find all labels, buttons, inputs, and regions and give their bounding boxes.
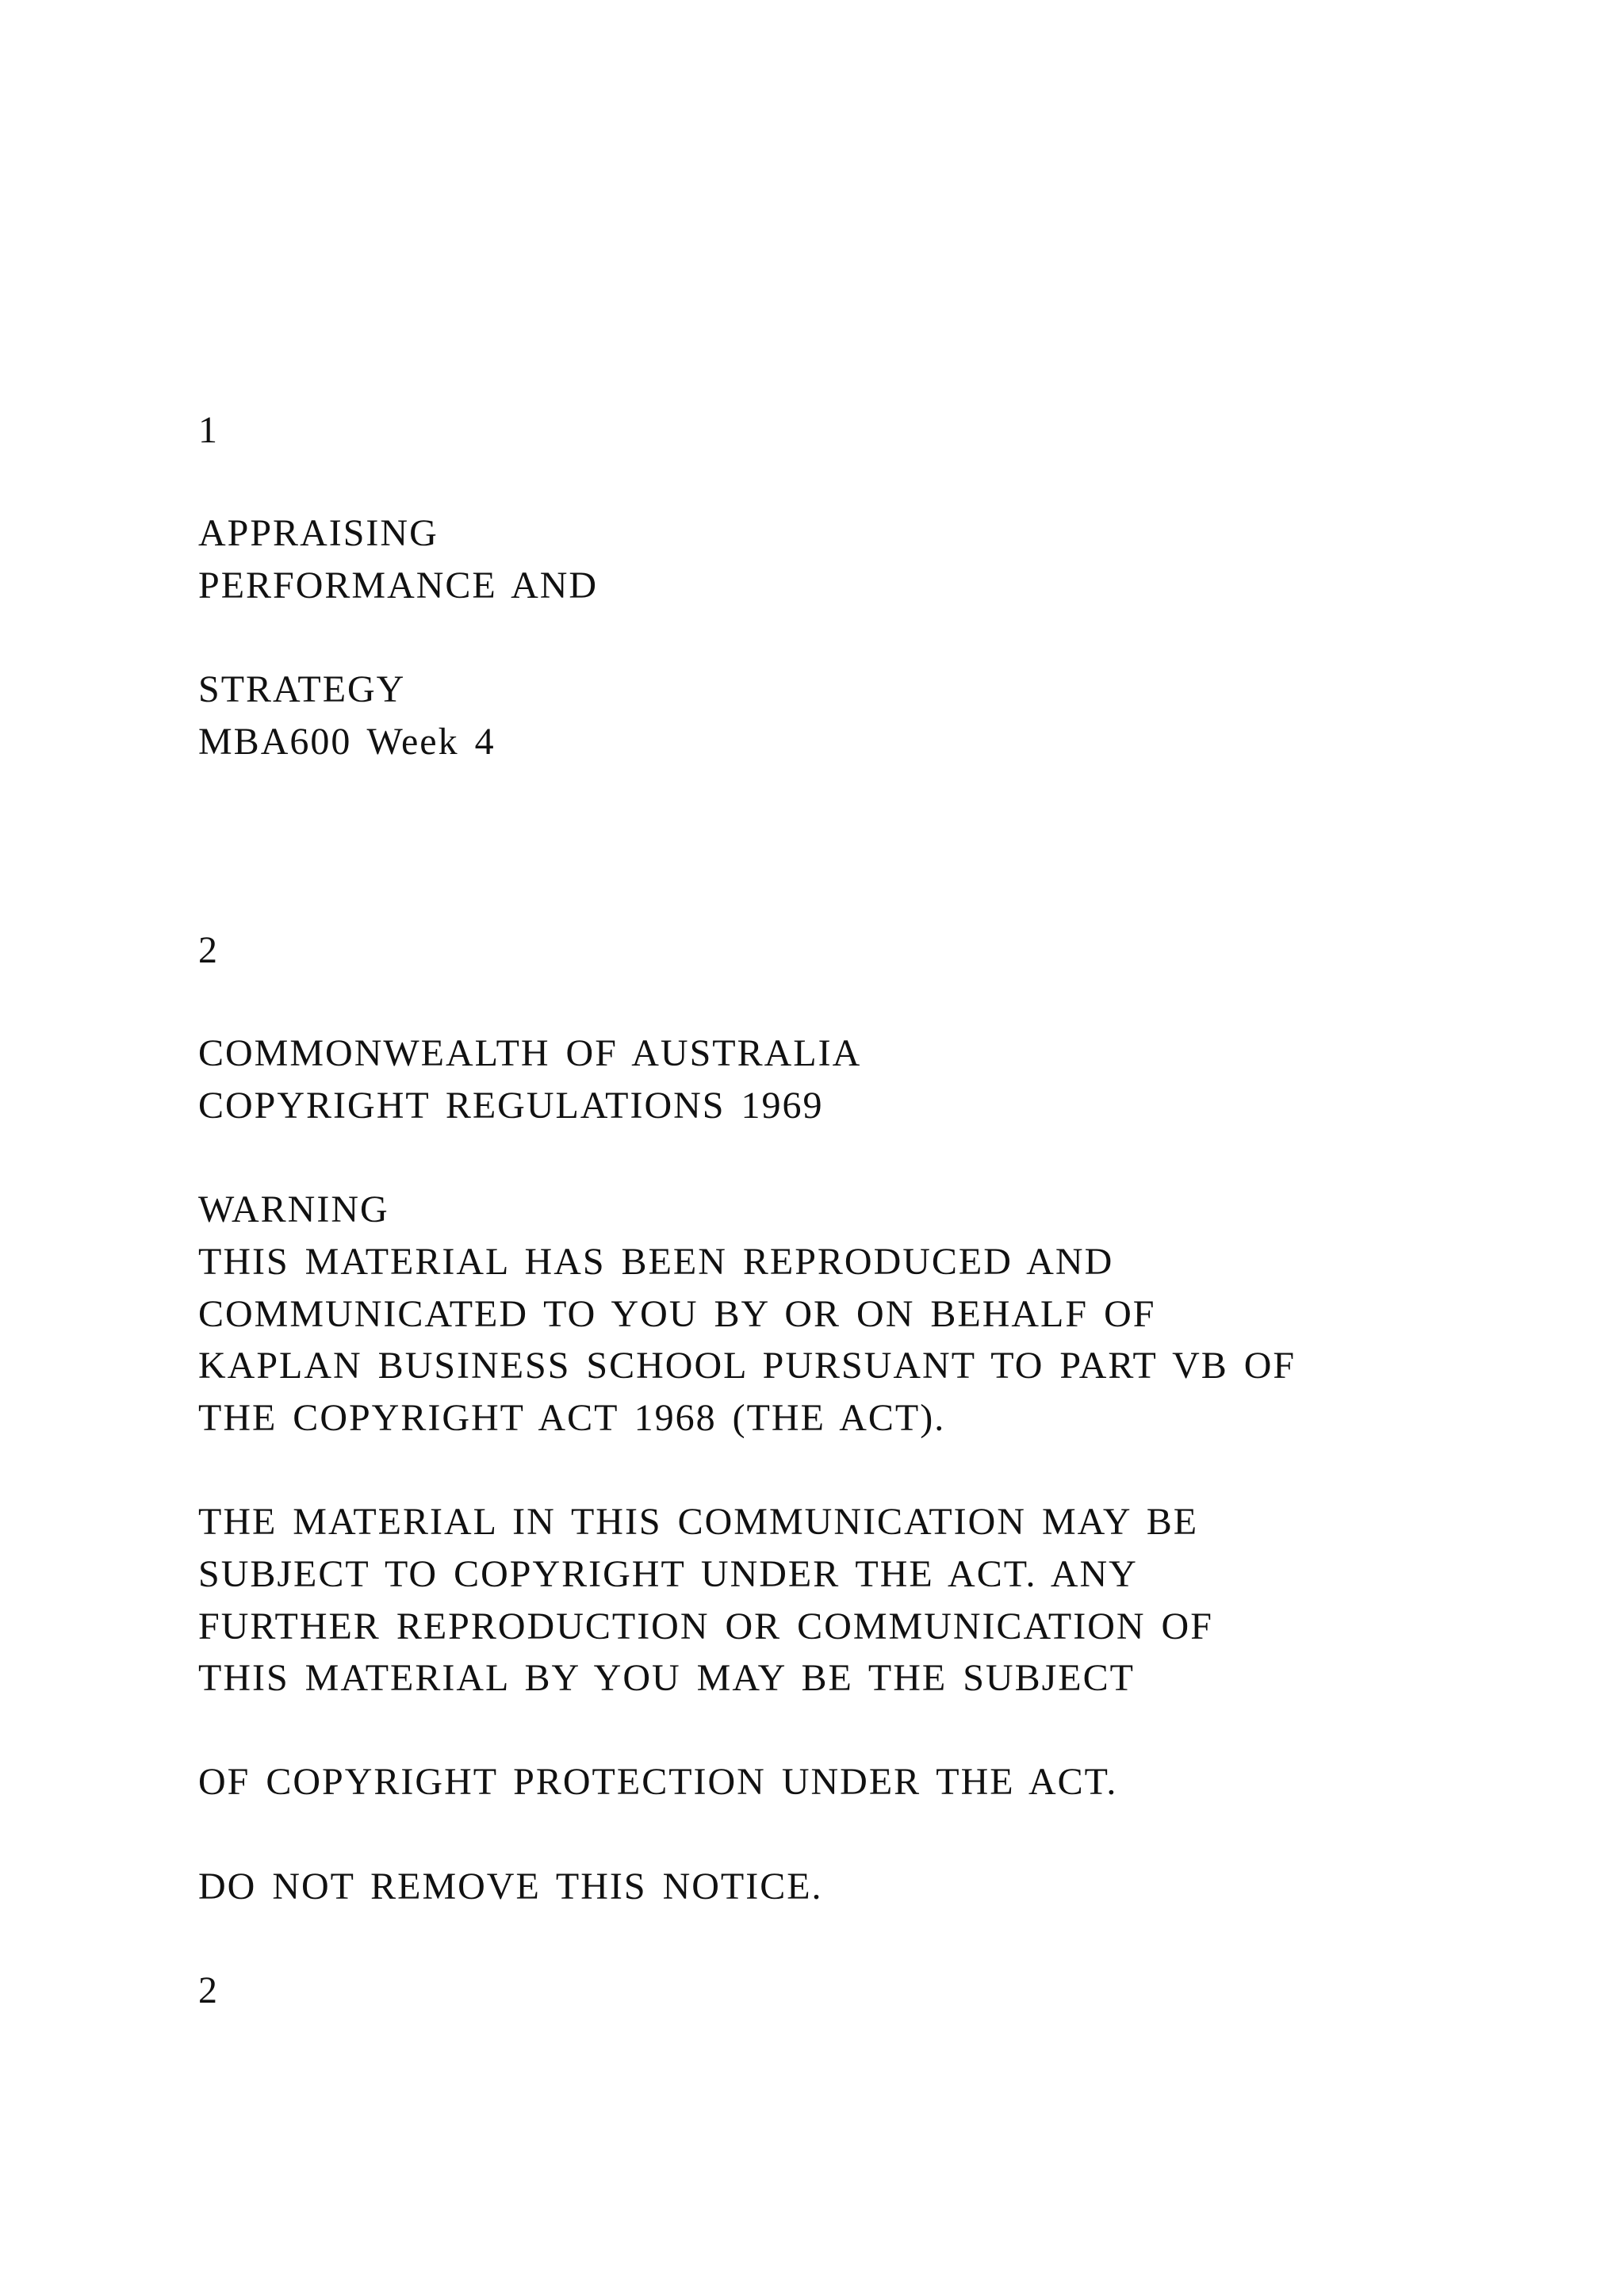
subtitle: MBA600 Week 4 bbox=[198, 721, 496, 763]
paragraph-line: THE MATERIAL IN THIS COMMUNICATION MAY BE bbox=[198, 1501, 1199, 1543]
heading-line: COPYRIGHT REGULATIONS 1969 bbox=[198, 1085, 824, 1127]
paragraph-line: OF COPYRIGHT PROTECTION UNDER THE ACT. bbox=[198, 1761, 1118, 1803]
slide-number: 1 bbox=[198, 409, 219, 451]
paragraph-line: THE COPYRIGHT ACT 1968 (THE ACT). bbox=[198, 1397, 946, 1439]
slide-number: 2 bbox=[198, 929, 219, 971]
title-line: PERFORMANCE AND bbox=[198, 564, 599, 607]
paragraph-line: KAPLAN BUSINESS SCHOOL PURSUANT TO PART VB OF bbox=[198, 1345, 1297, 1387]
heading-line: COMMONWEALTH OF AUSTRALIA bbox=[198, 1032, 862, 1074]
slide-number: 2 bbox=[198, 1969, 219, 2011]
title-line: STRATEGY bbox=[198, 668, 406, 710]
notice-line: DO NOT REMOVE THIS NOTICE. bbox=[198, 1866, 823, 1908]
paragraph-line: SUBJECT TO COPYRIGHT UNDER THE ACT. ANY bbox=[198, 1553, 1138, 1595]
paragraph-line: COMMUNICATED TO YOU BY OR ON BEHALF OF bbox=[198, 1293, 1156, 1335]
paragraph-line: THIS MATERIAL HAS BEEN REPRODUCED AND bbox=[198, 1241, 1114, 1283]
title-line: APPRAISING bbox=[198, 512, 439, 554]
paragraph-line: FURTHER REPRODUCTION OR COMMUNICATION OF bbox=[198, 1605, 1213, 1647]
warning-label: WARNING bbox=[198, 1188, 389, 1230]
paragraph-line: THIS MATERIAL BY YOU MAY BE THE SUBJECT bbox=[198, 1657, 1135, 1699]
